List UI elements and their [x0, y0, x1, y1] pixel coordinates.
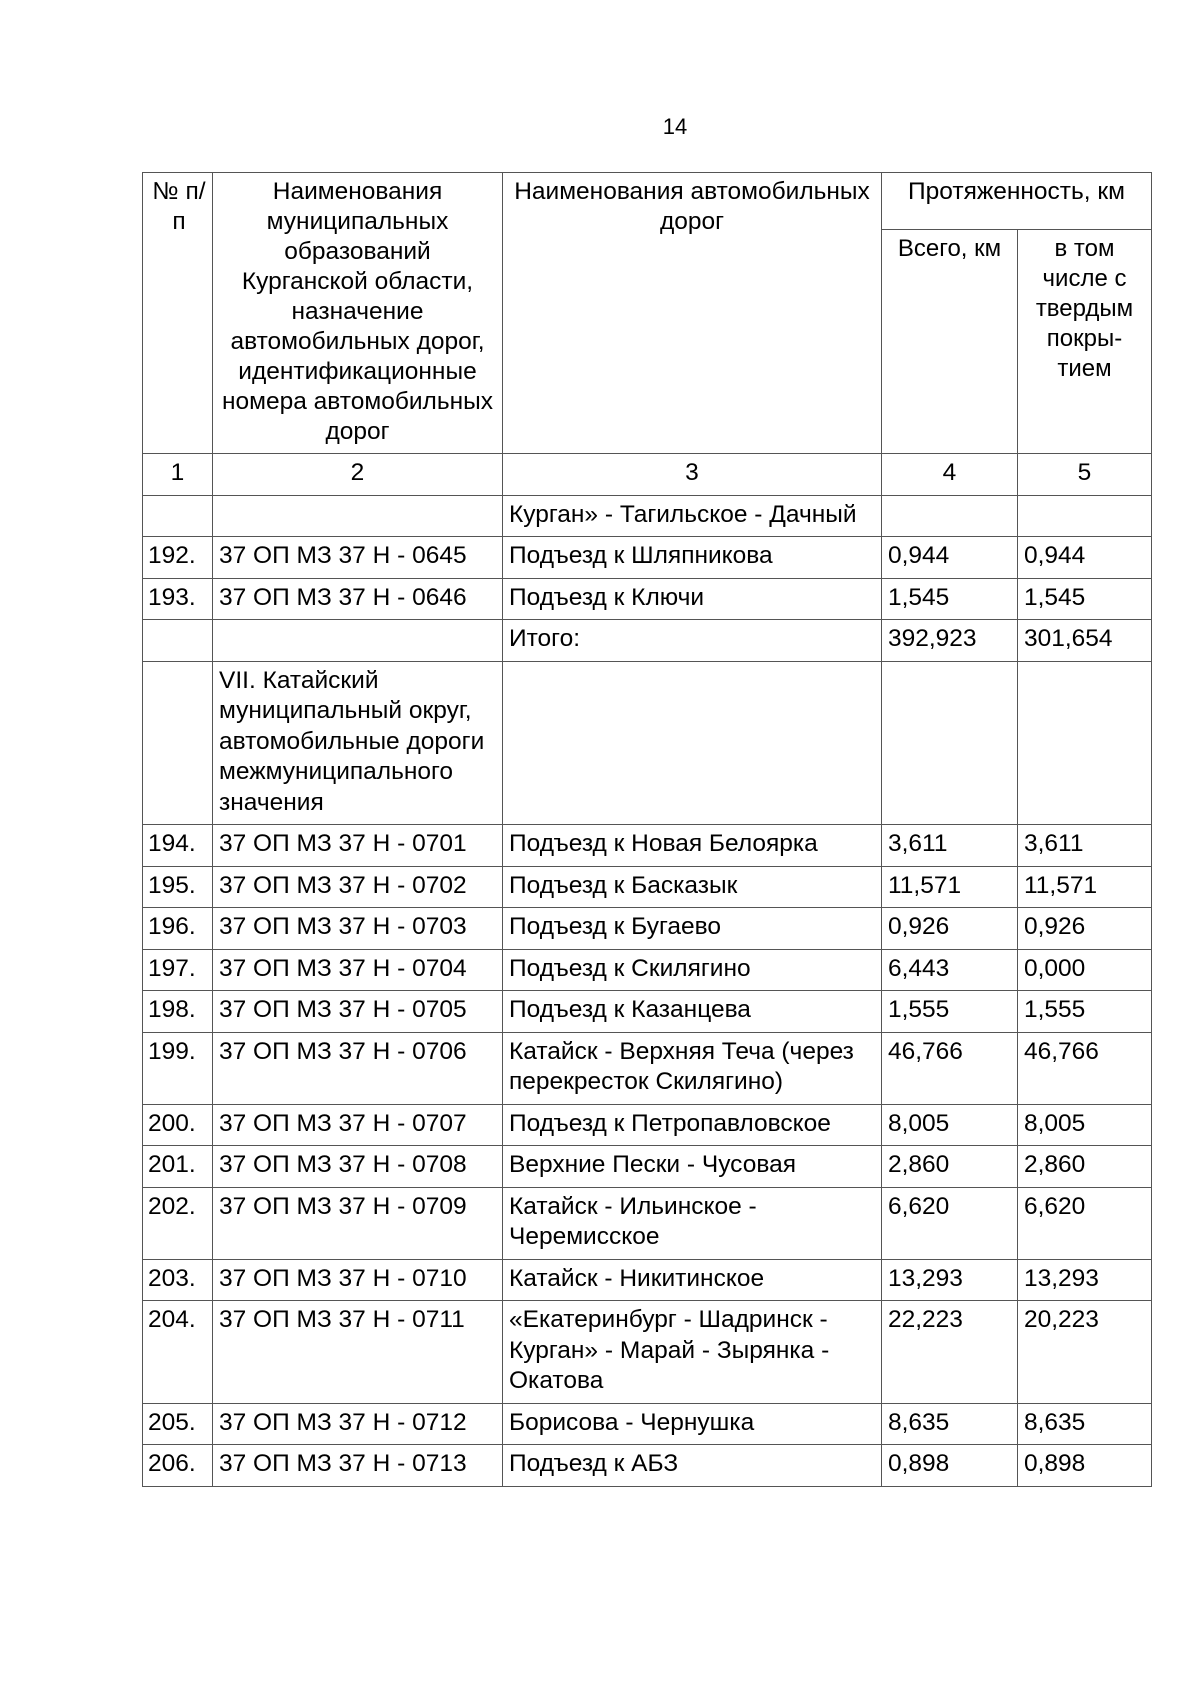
header-paved: в том числе с твердым покры-тием [1018, 230, 1152, 454]
column-number: 1 [143, 454, 213, 496]
road-name-cell: Подъезд к Казанцева [503, 991, 882, 1033]
road-code-cell: 37 ОП МЗ 37 Н - 0703 [213, 908, 503, 950]
row-number-cell: 205. [143, 1403, 213, 1445]
road-name-cell: Катайск - Верхняя Теча (через перекресток Скилягино) [503, 1032, 882, 1104]
row-number-cell: 193. [143, 578, 213, 620]
table-row [143, 620, 1152, 662]
paved-length-cell: 8,635 [1018, 1403, 1152, 1445]
table-row [143, 1146, 1152, 1188]
road-name-cell: Подъезд к Новая Белоярка [503, 825, 882, 867]
total-length-cell: 46,766 [882, 1032, 1018, 1104]
header-total: Всего, км [882, 230, 1018, 454]
road-name-cell: Подъезд к Бугаево [503, 908, 882, 950]
paved-length-cell: 301,654 [1018, 620, 1152, 662]
table-row [143, 949, 1152, 991]
header-num: № п/п [143, 173, 213, 454]
road-code-cell: 37 ОП МЗ 37 Н - 0709 [213, 1187, 503, 1259]
road-name-cell: Катайск - Ильинское - Черемисское [503, 1187, 882, 1259]
column-number: 4 [882, 454, 1018, 496]
paved-length-cell: 11,571 [1018, 866, 1152, 908]
table-row [143, 1187, 1152, 1259]
row-number-cell [143, 495, 213, 537]
road-name-cell [503, 661, 882, 825]
road-name-cell: Подъезд к Ключи [503, 578, 882, 620]
total-length-cell: 1,555 [882, 991, 1018, 1033]
road-code-cell: 37 ОП МЗ 37 Н - 0706 [213, 1032, 503, 1104]
road-code-cell: 37 ОП МЗ 37 Н - 0707 [213, 1104, 503, 1146]
road-name-cell: Подъезд к Скилягино [503, 949, 882, 991]
table-row [143, 1259, 1152, 1301]
total-length-cell: 8,005 [882, 1104, 1018, 1146]
road-code-cell: 37 ОП МЗ 37 Н - 0711 [213, 1301, 503, 1404]
row-number-cell: 196. [143, 908, 213, 950]
total-length-cell: 2,860 [882, 1146, 1018, 1188]
road-code-cell: 37 ОП МЗ 37 Н - 0710 [213, 1259, 503, 1301]
road-name-cell: «Екатеринбург - Шадринск - Курган» - Марай - Зырянка - Окатова [503, 1301, 882, 1404]
total-length-cell [882, 661, 1018, 825]
row-number-cell [143, 661, 213, 825]
road-code-cell: 37 ОП МЗ 37 Н - 0645 [213, 537, 503, 579]
road-code-cell: 37 ОП МЗ 37 Н - 0646 [213, 578, 503, 620]
paved-length-cell: 0,944 [1018, 537, 1152, 579]
road-name-cell: Подъезд к Басказык [503, 866, 882, 908]
total-length-cell: 13,293 [882, 1259, 1018, 1301]
total-length-cell: 22,223 [882, 1301, 1018, 1404]
column-number-row [143, 454, 1152, 496]
row-number-cell: 203. [143, 1259, 213, 1301]
row-number-cell: 192. [143, 537, 213, 579]
row-number-cell: 195. [143, 866, 213, 908]
paved-length-cell: 0,000 [1018, 949, 1152, 991]
table-row [143, 1445, 1152, 1487]
table-row [143, 908, 1152, 950]
road-name-cell: Верхние Пески - Чусовая [503, 1146, 882, 1188]
total-length-cell: 11,571 [882, 866, 1018, 908]
row-number-cell: 202. [143, 1187, 213, 1259]
total-length-cell: 0,944 [882, 537, 1018, 579]
row-number-cell: 198. [143, 991, 213, 1033]
header-road-name: Наименования автомобильных дорог [503, 173, 882, 454]
paved-length-cell: 0,898 [1018, 1445, 1152, 1487]
road-name-cell: Итого: [503, 620, 882, 662]
road-name-cell: Борисова - Чернушка [503, 1403, 882, 1445]
row-number-cell: 200. [143, 1104, 213, 1146]
table-row [143, 1104, 1152, 1146]
table-row [143, 495, 1152, 537]
total-length-cell: 6,620 [882, 1187, 1018, 1259]
road-code-cell: 37 ОП МЗ 37 Н - 0704 [213, 949, 503, 991]
total-length-cell: 1,545 [882, 578, 1018, 620]
paved-length-cell [1018, 661, 1152, 825]
road-name-cell: Подъезд к АБЗ [503, 1445, 882, 1487]
row-number-cell: 204. [143, 1301, 213, 1404]
road-code-cell: VII. Катайский муниципальный округ, автомобильные дороги межмуниципального значения [213, 661, 503, 825]
paved-length-cell: 6,620 [1018, 1187, 1152, 1259]
road-code-cell: 37 ОП МЗ 37 Н - 0708 [213, 1146, 503, 1188]
total-length-cell: 3,611 [882, 825, 1018, 867]
paved-length-cell: 1,555 [1018, 991, 1152, 1033]
paved-length-cell: 2,860 [1018, 1146, 1152, 1188]
header-row [143, 173, 1152, 230]
road-code-cell: 37 ОП МЗ 37 Н - 0701 [213, 825, 503, 867]
table-row [143, 661, 1152, 825]
total-length-cell: 0,898 [882, 1445, 1018, 1487]
header-length: Протяженность, км [882, 173, 1152, 230]
road-code-cell: 37 ОП МЗ 37 Н - 0702 [213, 866, 503, 908]
row-number-cell: 199. [143, 1032, 213, 1104]
total-length-cell: 0,926 [882, 908, 1018, 950]
paved-length-cell [1018, 495, 1152, 537]
row-number-cell: 201. [143, 1146, 213, 1188]
table-row [143, 866, 1152, 908]
roads-table [142, 172, 1152, 1487]
road-code-cell: 37 ОП МЗ 37 Н - 0713 [213, 1445, 503, 1487]
road-name-cell: Катайск - Никитинское [503, 1259, 882, 1301]
total-length-cell: 8,635 [882, 1403, 1018, 1445]
page-number: 14 [662, 114, 688, 139]
table-row [143, 825, 1152, 867]
table-row [143, 1403, 1152, 1445]
table-row [143, 537, 1152, 579]
paved-length-cell: 1,545 [1018, 578, 1152, 620]
road-code-cell: 37 ОП МЗ 37 Н - 0705 [213, 991, 503, 1033]
table-row [143, 1301, 1152, 1404]
table-row [143, 1032, 1152, 1104]
paved-length-cell: 46,766 [1018, 1032, 1152, 1104]
road-name-cell: Курган» - Тагильское - Дачный [503, 495, 882, 537]
table-row [143, 991, 1152, 1033]
column-number: 2 [213, 454, 503, 496]
road-code-cell: 37 ОП МЗ 37 Н - 0712 [213, 1403, 503, 1445]
row-number-cell: 206. [143, 1445, 213, 1487]
row-number-cell [143, 620, 213, 662]
road-name-cell: Подъезд к Петропавловское [503, 1104, 882, 1146]
road-code-cell [213, 620, 503, 662]
header-municipality: Наименования муниципальных образований Курганской области, назначение автомобильных дорог, идентификационные номера автомобильных дорог [213, 173, 503, 454]
total-length-cell: 6,443 [882, 949, 1018, 991]
paved-length-cell: 3,611 [1018, 825, 1152, 867]
total-length-cell [882, 495, 1018, 537]
paved-length-cell: 13,293 [1018, 1259, 1152, 1301]
row-number-cell: 197. [143, 949, 213, 991]
table-row [143, 578, 1152, 620]
row-number-cell: 194. [143, 825, 213, 867]
paved-length-cell: 20,223 [1018, 1301, 1152, 1404]
road-code-cell [213, 495, 503, 537]
column-number: 3 [503, 454, 882, 496]
total-length-cell: 392,923 [882, 620, 1018, 662]
paved-length-cell: 0,926 [1018, 908, 1152, 950]
column-number: 5 [1018, 454, 1152, 496]
paved-length-cell: 8,005 [1018, 1104, 1152, 1146]
road-name-cell: Подъезд к Шляпникова [503, 537, 882, 579]
